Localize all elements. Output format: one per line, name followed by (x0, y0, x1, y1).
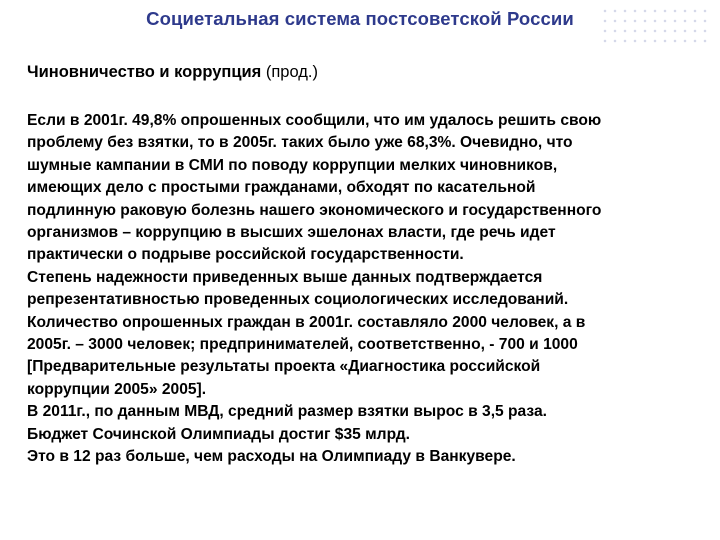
body-line: репрезентативностью проведенных социологических исследований. (27, 291, 569, 309)
body-line: Это в 12 раз больше, чем расходы на Олимпиаду в Ванкувере. (27, 448, 516, 466)
body-line: [Предварительные результаты проекта «Диагностика российской (27, 358, 541, 376)
section-heading (27, 63, 318, 82)
body-line: Бюджет Сочинской Олимпиады достиг $35 млрд. (27, 425, 410, 443)
slide-title: Социетальная система постсоветской России (146, 8, 574, 29)
body-line: 2005г. – 3000 человек; предпринимателей, соответственно, - 700 и 1000 (27, 336, 578, 354)
body-line: практически о подрыве российской государственности. (27, 246, 464, 264)
body-line: коррупции 2005» 2005]. (27, 380, 207, 398)
section-heading-main: Чиновничество и коррупция (27, 63, 262, 81)
body-line: организмов – коррупцию в высших эшелонах власти, где речь идет (27, 224, 556, 242)
body-line: Количество опрошенных граждан в 2001г. составляло 2000 человек, а в (27, 313, 586, 331)
body-line: Если в 2001г. 49,8% опрошенных сообщили, что им удалось решить свою (27, 112, 602, 129)
body-line: имеющих дело с простыми гражданами, обходят по касательной (27, 179, 536, 197)
body-line: Степень надежности приведенных выше данных подтверждается (27, 268, 543, 286)
body-line: В 2011г., по данным МВД, средний размер взятки вырос в 3,5 раза. (27, 403, 547, 421)
section-heading-suffix: (прод.) (261, 63, 318, 81)
body-paragraph (27, 110, 707, 469)
body-line: шумные кампании в СМИ по поводу коррупции мелких чиновников, (27, 156, 558, 174)
body-line: проблему без взятки, то в 2005г. таких было уже 68,3%. Очевидно, что (27, 134, 573, 152)
body-line: подлинную раковую болезнь нашего экономического и государственного (27, 201, 602, 219)
